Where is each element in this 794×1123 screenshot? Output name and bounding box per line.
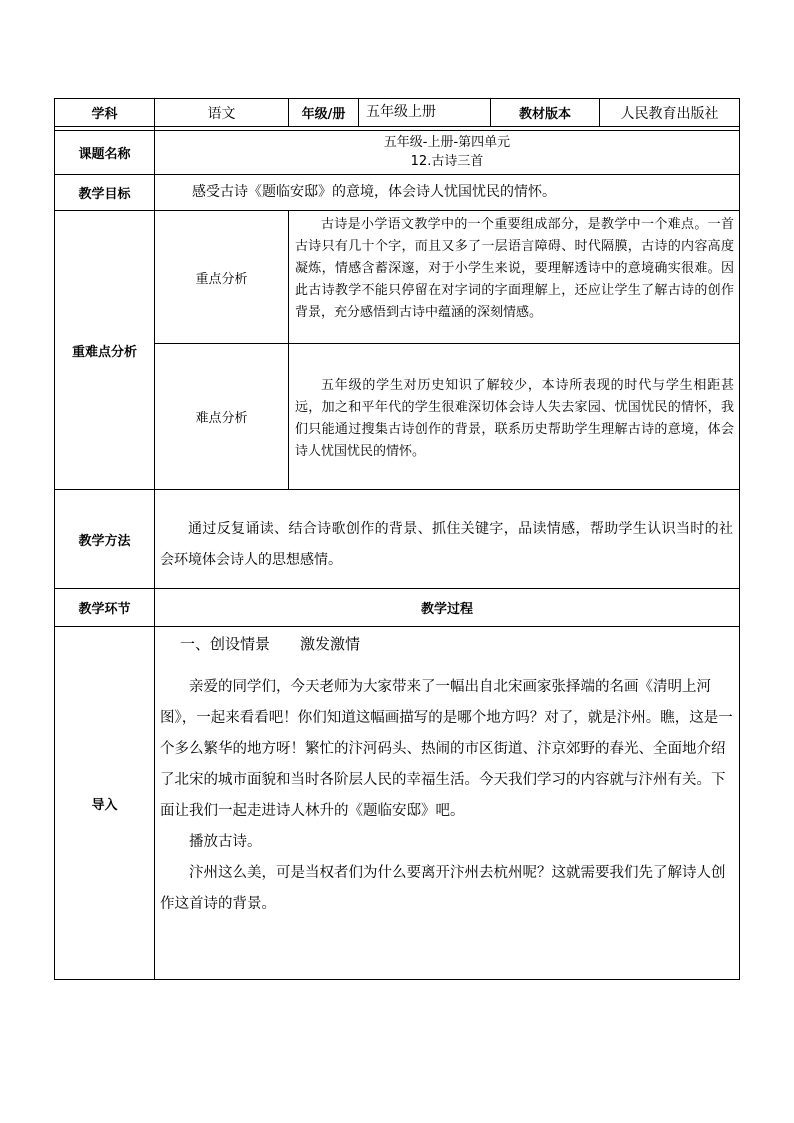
teaching-method-text: 通过反复诵读、结合诗歌创作的背景、抓住关键字，品读情感，帮助学生认识当时的社会环境体会诗人的思想感情。 bbox=[160, 521, 733, 568]
row-divider bbox=[54, 126, 740, 127]
teaching-goal-text: 感受古诗《题临安邸》的意境，体会诗人忧国忧民的情怀。 bbox=[192, 184, 556, 200]
grade-value: 五年级上册 bbox=[366, 104, 436, 120]
subject-value: 语文 bbox=[207, 105, 236, 122]
edition-label: 教材版本 bbox=[518, 107, 571, 122]
difficult-point-label: 难点分析 bbox=[195, 411, 248, 426]
lesson-unit-line: 五年级-上册-第四单元 bbox=[383, 135, 511, 150]
column-divider bbox=[288, 210, 289, 489]
intro-paragraph-1: 亲爱的同学们，今天老师为大家带来了一幅出自北宋画家张择端的名画《清明上河图》，一起来看看吧！你们知道这幅画描写的是哪个地方吗？对了，就是汴州。瞧，这是一个多么繁华的地方呀！繁忙的汴河码头、热闹的市区街道、汴京郊野的春光、全面地介绍了北宋的城市面貌和当时各阶层人民的幸福生活。今天我们学习的内容就与汴州有关。下面让我们一起走进诗人林升的《题临安邸》吧。 bbox=[160, 679, 733, 819]
table-border-right bbox=[739, 98, 740, 980]
lesson-plan-table bbox=[54, 98, 740, 980]
analysis-label: 重难点分析 bbox=[71, 344, 137, 360]
grade-label: 年级/册 bbox=[301, 107, 346, 122]
key-point-text: 古诗是小学语文教学中的一个重要组成部分，是教学中一个难点。一首古诗只有几十个字，而且又多了一层语言障碍、时代隔膜，古诗的内容高度凝炼，情感含蓄深邃，对于小学生来说，要理解透诗中的意境确实很难。因此古诗教学不能只停留在对字词的字面理解上，还应让学生了解古诗的创作背景，充分感悟到古诗中蕴涵的深刻情感。 bbox=[295, 217, 734, 320]
lesson-title-cell bbox=[155, 131, 739, 174]
lesson-title-line: 12.古诗三首 bbox=[410, 154, 484, 169]
teaching-process-label: 教学过程 bbox=[420, 602, 473, 617]
intro-paragraph-2: 播放古诗。 bbox=[189, 834, 262, 850]
key-point-label: 重点分析 bbox=[195, 271, 248, 287]
row-divider bbox=[54, 489, 740, 490]
teaching-goal-label: 教学目标 bbox=[78, 187, 131, 202]
intro-heading: 一、创设情景 激发激情 bbox=[180, 635, 361, 653]
edition-value: 人民教育出版社 bbox=[620, 105, 719, 122]
teaching-stage-label: 教学环节 bbox=[78, 602, 131, 617]
row-divider bbox=[54, 626, 740, 627]
subject-label: 学科 bbox=[91, 107, 118, 122]
difficult-point-text: 五年级的学生对历史知识了解较少，本诗所表现的时代与学生相距甚远，加之和平年代的学生很难深切体会诗人失去家园、忧国忧民的情怀，我们只能通过搜集古诗创作的背景，联系历史帮助学生理解古诗的意境，体会诗人忧国忧民的情怀。 bbox=[295, 378, 734, 459]
intro-paragraph-3: 汴州这么美，可是当权者们为什么要离开汴州去杭州呢？这就需要我们先了解诗人创作这首诗的背景。 bbox=[160, 865, 726, 912]
table-border-bottom bbox=[54, 979, 740, 980]
teaching-method-label: 教学方法 bbox=[78, 533, 131, 549]
column-divider bbox=[358, 98, 359, 126]
intro-stage-label: 导入 bbox=[91, 797, 118, 813]
lesson-title-label: 课题名称 bbox=[78, 147, 131, 162]
